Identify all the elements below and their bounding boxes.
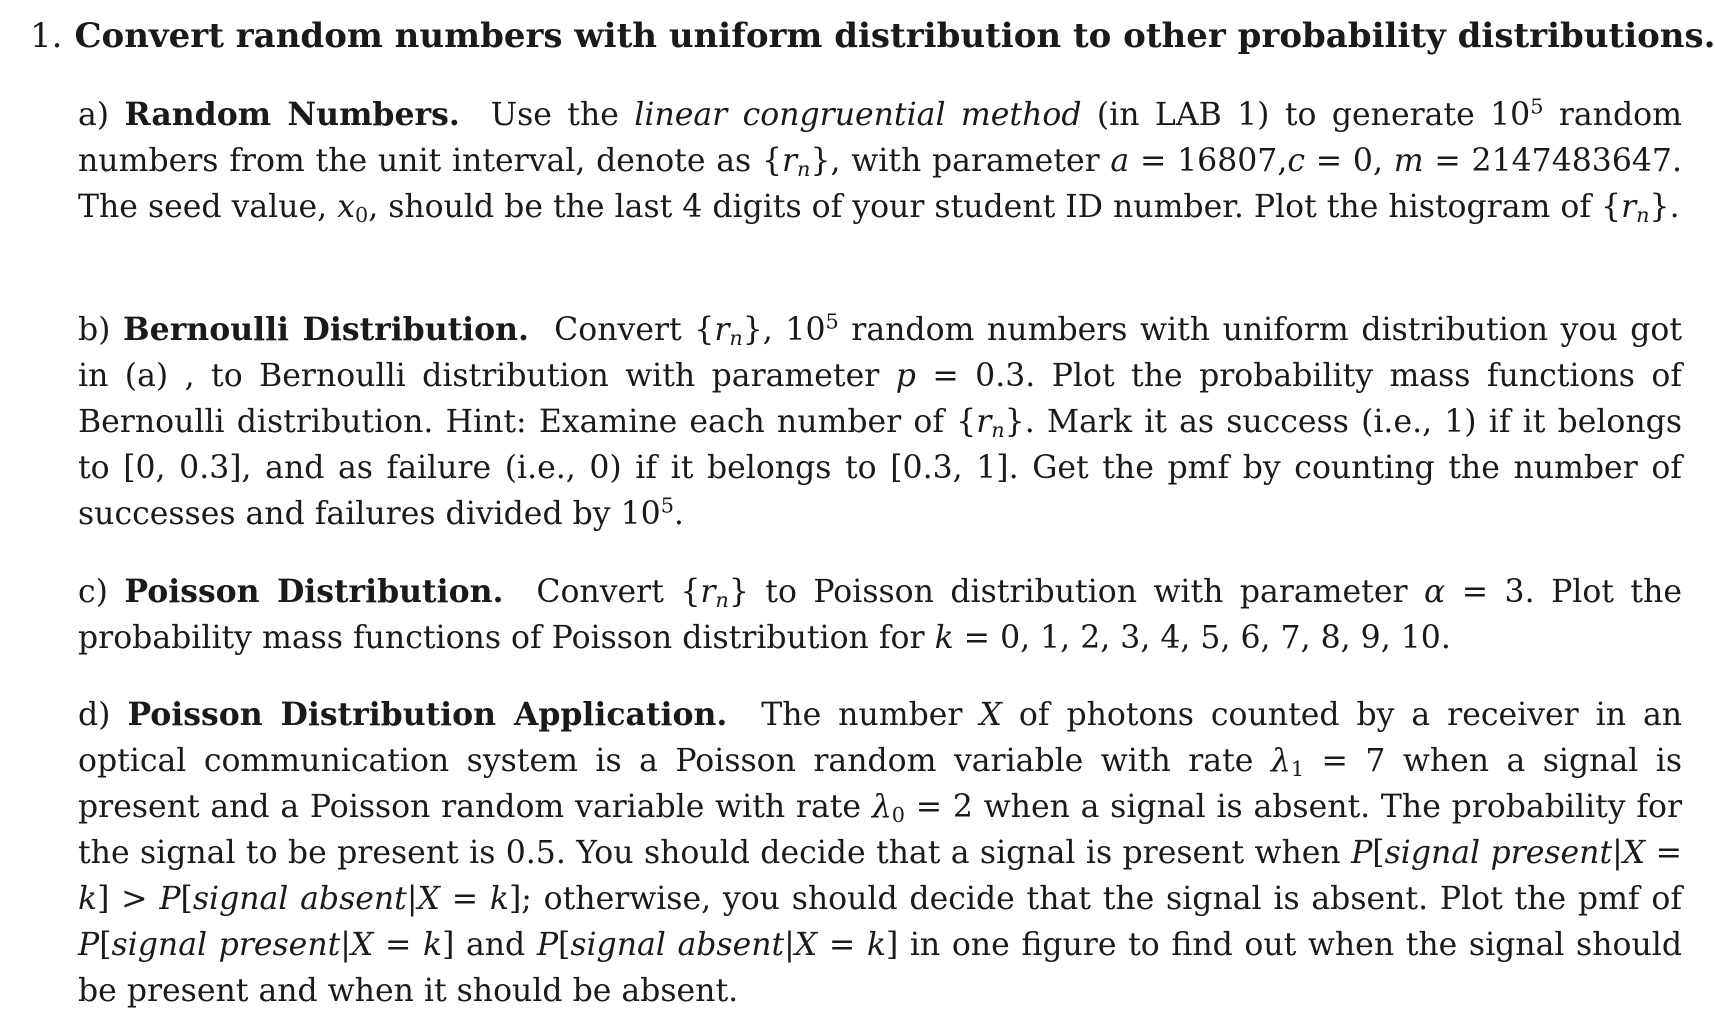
part-a-text: = 2147483647. The seed value, (78, 143, 1682, 225)
part-a-text: }. (1649, 189, 1680, 225)
math-subscript: n (729, 326, 743, 351)
part-a-text: (in LAB 1) to generate 10 (1096, 97, 1531, 133)
part-d-text: ; otherwise, you should decide that the signal is absent. Plot the pmf of (521, 881, 1682, 917)
part-d-paragraph: d) Poisson Distribution Application. The number X of photons counted by a receiver in an optical communication system is a Poisson random variable with rate $\lambda_1 = 7$ when a signal is present and a Poisson random variable with rate $\lambda_0 = 2$ when a signal is absent. The probability for the signal to be present is 0.5. You should decide that a signal is present when P[signal present|X = k] > P[signal absent|X = k]; otherwise, you should decide that the signal is absent. Plot the pmf of P[signal present|X = k] and P[signal absent|X = k] in one figure to find out when the signal should be present and when it should be absent. (78, 696, 1683, 1009)
part-c-paragraph (78, 569, 1682, 661)
math-subscript: n (715, 588, 729, 613)
math-var: X (794, 927, 818, 963)
part-b-label: b) (78, 312, 111, 348)
math-var: r (781, 143, 798, 179)
part-a-method-emphasis: linear congruential method (634, 97, 1082, 133)
math-var: P (78, 927, 100, 963)
math-var: r (714, 312, 730, 348)
math-event: signal absent (192, 881, 407, 917)
math-subscript: 1 (1290, 757, 1305, 782)
math-subscript: 0 (891, 803, 906, 828)
exponent: 5 (660, 493, 674, 518)
math-var: P (159, 881, 181, 917)
question-title: Convert random numbers with uniform distribution to other probability distributions. (74, 16, 1715, 56)
part-c-label: c) (78, 574, 108, 610)
part-b-text: }, 10 (742, 312, 826, 348)
math-var: X (979, 697, 1002, 733)
part-b-text: . (673, 496, 684, 532)
math-var: α (1423, 574, 1446, 610)
math-var: k (78, 881, 98, 917)
question-heading (30, 14, 1715, 58)
math-var: X (350, 927, 374, 963)
math-subscript: n (797, 157, 811, 182)
math-var: a (1110, 143, 1130, 179)
part-b-title: Bernoulli Distribution. (123, 311, 530, 348)
part-d-label: d) (78, 697, 111, 733)
question-number: 1. (30, 16, 63, 56)
math-var: k (422, 927, 443, 963)
part-c-text: } to Poisson distribution with parameter (728, 574, 1408, 610)
math-var: r (700, 574, 716, 610)
math-var: p (895, 358, 916, 394)
math-var: k (934, 620, 954, 656)
math-var: k (489, 881, 509, 917)
part-b-text: = 0.3. Plot the probability mass functions of Bernoulli distribution. Hint: Examine each number of { (78, 358, 1682, 440)
part-a-text: = 16807, (1139, 143, 1288, 179)
part-c-text: Convert { (536, 574, 701, 610)
part-a-text: , should be the last 4 digits of your student ID number. Plot the histogram of { (368, 189, 1622, 225)
part-d-text: of photons counted by a receiver in an optical communication system is a Poisson random variable with rate (78, 697, 1683, 779)
part-b-paragraph (78, 307, 1682, 537)
math-var: k (866, 927, 886, 963)
part-a-text: random numbers from the unit interval, denote as { (78, 97, 1682, 179)
math-subscript: 0 (354, 203, 369, 228)
part-d-title: Poisson Distribution Application. (127, 696, 728, 733)
part-a-label: a) (78, 97, 110, 133)
part-a-text: Use the (490, 97, 619, 133)
math-var: x (337, 189, 355, 225)
part-a-text: = 0, (1315, 143, 1383, 179)
part-d-text: and (465, 927, 526, 963)
math-event: signal absent (570, 927, 785, 963)
part-b-text: }. Mark it as success (i.e., 1) if it belongs to [0, 0.3], and as failure (i.e., 0) if it belongs to [0.3, 1]. Get the pmf by counting the number of successes and failures divided by 10 (78, 404, 1682, 532)
part-d-text: The number (761, 697, 963, 733)
part-d-text: = 7 when a signal is present and a Poisson random variable with rate (78, 743, 1682, 825)
math-var: λ (871, 789, 892, 825)
part-c-title: Poisson Distribution. (124, 573, 504, 610)
math-var: X (1622, 835, 1646, 871)
part-d-text: in one figure to find out when the signal should be present and when it should be absent. (78, 927, 1683, 1009)
math-event: signal present (1384, 835, 1613, 871)
math-event: signal present (111, 927, 341, 963)
part-d-text: = 2 when a signal is absent. The probability for the signal to be present is 0.5. You should decide that a signal is present when (78, 789, 1683, 871)
math-var: m (1393, 143, 1424, 179)
math-var: r (976, 404, 992, 440)
math-var: c (1287, 143, 1305, 179)
math-var: X (417, 881, 440, 917)
math-subscript: n (1636, 203, 1650, 228)
part-b-text: random numbers with uniform distribution you got in (a) , to Bernoulli distribution with parameter (78, 312, 1683, 394)
part-a-text: }, with parameter (810, 143, 1100, 179)
math-var: P (536, 927, 559, 963)
part-a-title: Random Numbers. (124, 96, 460, 133)
part-c-text: = 0, 1, 2, 3, 4, 5, 6, 7, 8, 9, 10. (963, 620, 1451, 656)
math-var: r (1621, 189, 1637, 225)
math-var: P (1351, 835, 1373, 871)
math-subscript: n (991, 418, 1005, 443)
part-b-text: Convert { (554, 312, 715, 348)
exponent: 5 (1530, 94, 1544, 119)
part-a-paragraph (78, 92, 1682, 230)
math-var: λ (1270, 743, 1291, 779)
exponent: 5 (825, 309, 839, 334)
part-c-text: = 3. Plot the probability mass functions of Poisson distribution for (78, 574, 1682, 656)
